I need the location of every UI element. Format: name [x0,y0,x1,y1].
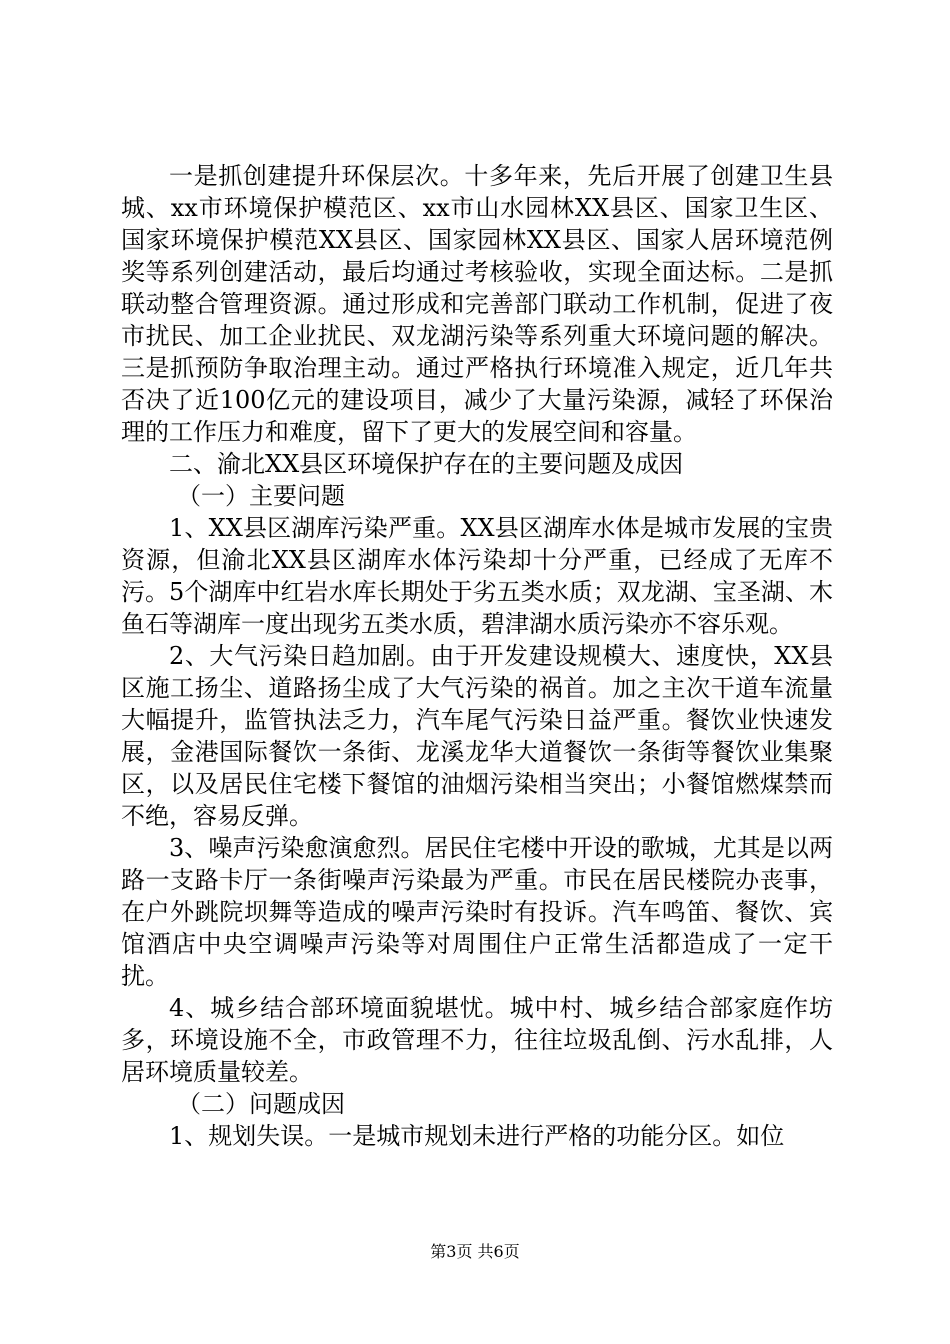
paragraph-achievements: 一是抓创建提升环保层次。十多年来，先后开展了创建卫生县城、xx市环境保护模范区、xx市山水园林XX县区、国家卫生区、国家环境保护模范XX县区、国家园林XX县区、国家人居环境范例奖等系列创建活动，最后均通过考核验收，实现全面达标。二是抓联动整合管理资源。通过形成和完善部门联动工作机制，促进了夜市扰民、加工企业扰民、双龙湖污染等系列重大环境问题的解决。三是抓预防争取治理主动。通过严格执行环境准入规定，近几年共否决了近100亿元的建设项目，减少了大量污染源，减轻了环保治理的工作压力和难度，留下了更大的发展空间和容量。 [121,162,833,446]
subheading-main-problems: （一）主要问题 [177,482,345,510]
subheading-causes: （二）问题成因 [177,1090,345,1118]
paragraph-lake-pollution: 1、XX县区湖库污染严重。XX县区湖库水体是城市发展的宝贵资源，但渝北XX县区湖库水体污染却十分严重，已经成了无库不污。5个湖库中红岩水库长期处于劣五类水质；双龙湖、宝圣湖、木鱼石等湖库一度出现劣五类水质，碧津湖水质污染亦不容乐观。 [121,514,833,638]
paragraph-planning-errors: 1、规划失误。一是城市规划未进行严格的功能分区。如位 [169,1122,785,1150]
paragraph-noise-pollution: 3、噪声污染愈演愈烈。居民住宅楼中开设的歌城，尤其是以两路一支路卡厅一条街噪声污染最为严重。市民在居民楼院办丧事，在户外跳院坝舞等造成的噪声污染时有投诉。汽车鸣笛、餐饮、宾馆酒店中央空调噪声污染等对周围住户正常生活都造成了一定干扰。 [121,834,833,990]
document-body [121,160,833,1152]
page-footer: 第3页 共6页 [430,1242,520,1261]
paragraph-air-pollution: 2、大气污染日趋加剧。由于开发建设规模大、速度快，XX县区施工扬尘、道路扬尘成了大气污染的祸首。加之主次干道车流量大幅提升，监管执法乏力，汽车尾气污染日益严重。餐饮业快速发展，金港国际餐饮一条街、龙溪龙华大道餐饮一条街等餐饮业集聚区，以及居民住宅楼下餐馆的油烟污染相当突出；小餐馆燃煤禁而不绝，容易反弹。 [121,642,833,830]
section-heading-problems: 二、渝北XX县区环境保护存在的主要问题及成因 [169,450,684,478]
paragraph-urban-rural-fringe: 4、城乡结合部环境面貌堪忧。城中村、城乡结合部家庭作坊多，环境设施不全，市政管理不力，往往垃圾乱倒、污水乱排，人居环境质量较差。 [121,994,833,1086]
